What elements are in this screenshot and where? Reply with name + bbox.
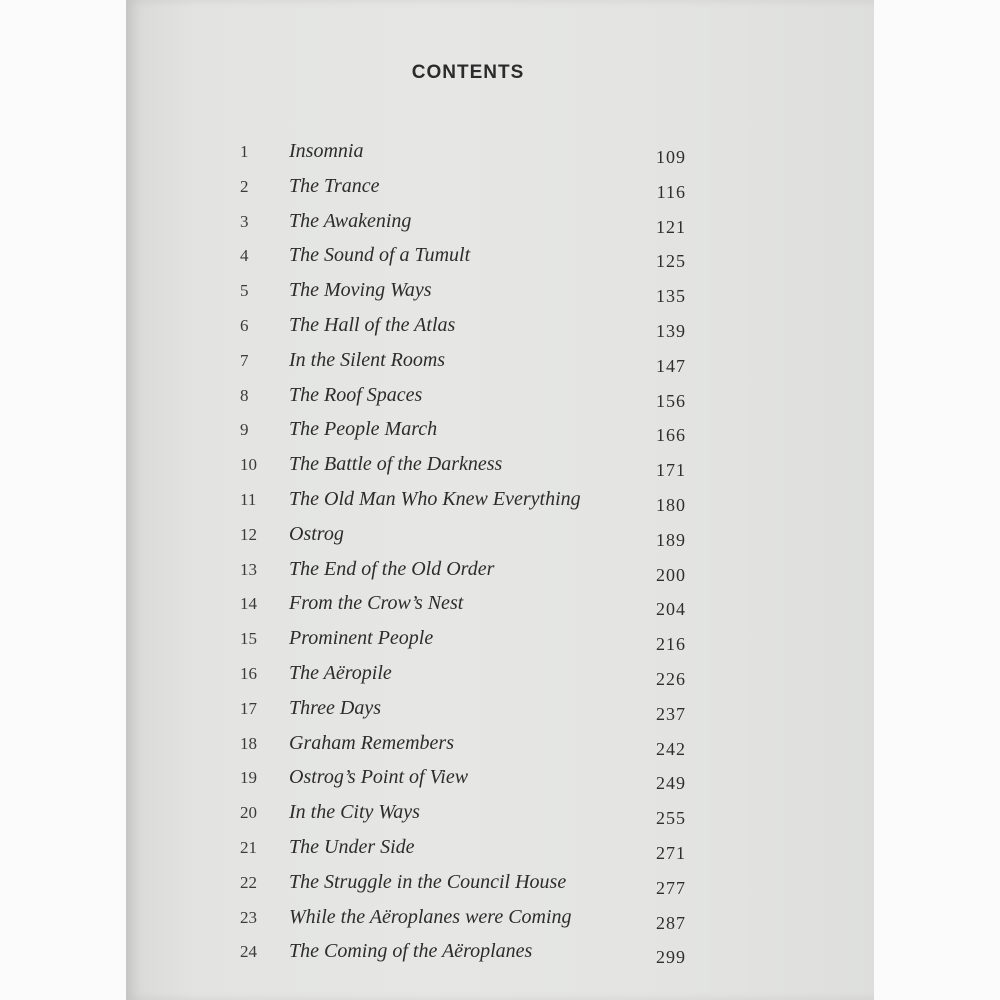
page-number: 189	[656, 529, 686, 550]
chapter-number: 12	[240, 524, 257, 544]
chapter-title: Ostrog	[289, 522, 344, 545]
page-number: 216	[656, 634, 686, 655]
contents-entry	[126, 242, 874, 277]
chapter-title: In the City Ways	[289, 801, 420, 824]
background-left	[0, 0, 126, 1000]
chapter-number: 17	[240, 698, 257, 718]
chapter-title: The Old Man Who Knew Everything	[289, 487, 581, 510]
chapter-number: 4	[240, 246, 249, 266]
page-number: 299	[656, 947, 686, 968]
page-number: 180	[656, 494, 686, 515]
page-number: 171	[656, 460, 686, 481]
chapter-title: The Struggle in the Council House	[289, 870, 567, 893]
page-number: 109	[656, 147, 686, 167]
chapter-title: The Moving Ways	[289, 279, 432, 302]
page-number: 226	[656, 668, 686, 689]
chapter-number: 23	[240, 907, 257, 927]
chapter-title: The Coming of the Aëroplanes	[289, 940, 533, 963]
contents-entry	[126, 799, 874, 834]
page-number: 249	[656, 773, 686, 794]
chapter-title: The Awakening	[289, 209, 412, 232]
page-number: 135	[656, 286, 686, 307]
page-number: 125	[656, 251, 686, 272]
chapter-number: 22	[240, 872, 257, 892]
contents-entry	[126, 904, 874, 939]
contents-list	[126, 138, 874, 973]
contents-entry	[126, 208, 874, 243]
page-number: 147	[656, 355, 686, 376]
chapter-number: 9	[240, 420, 249, 440]
chapter-number: 10	[240, 455, 257, 475]
contents-entry	[126, 764, 874, 799]
chapter-title: Ostrog’s Point of View	[289, 766, 469, 789]
chapter-title: Graham Remembers	[289, 731, 454, 754]
page-number: 204	[656, 599, 686, 620]
chapter-number: 3	[240, 211, 249, 231]
contents-entry	[126, 173, 874, 208]
chapter-title: Prominent People	[289, 627, 434, 650]
page-number: 116	[656, 181, 686, 202]
contents-entry	[126, 625, 874, 660]
page-number: 277	[656, 877, 686, 898]
contents-entry	[126, 730, 874, 765]
contents-entry	[126, 869, 874, 904]
contents-entry	[126, 521, 874, 556]
contents-entry	[126, 382, 874, 417]
chapter-title: The End of the Old Order	[289, 557, 495, 580]
chapter-number: 20	[240, 803, 257, 823]
chapter-title: From the Crow’s Nest	[289, 592, 464, 615]
chapter-number: 8	[240, 385, 249, 405]
chapter-title: The Roof Spaces	[289, 383, 423, 406]
page-number: 200	[656, 564, 686, 585]
contents-entry	[126, 695, 874, 730]
book-page	[126, 0, 874, 1000]
chapter-number: 13	[240, 559, 257, 579]
chapter-number: 6	[240, 315, 249, 335]
chapter-number: 5	[240, 281, 249, 301]
contents-entry	[126, 660, 874, 695]
page-number: 237	[656, 703, 686, 724]
page-number: 271	[656, 842, 686, 863]
chapter-title: The Under Side	[289, 835, 415, 858]
contents-entry	[126, 486, 874, 521]
chapter-number: 14	[240, 594, 257, 614]
chapter-title: The Hall of the Atlas	[289, 313, 456, 336]
page-number: 121	[656, 216, 686, 237]
chapter-number: 19	[240, 768, 257, 788]
chapter-title: The Battle of the Darkness	[289, 453, 503, 476]
page-number: 139	[656, 320, 686, 341]
chapter-title: The Trance	[289, 174, 380, 197]
chapter-title: The People March	[289, 418, 438, 441]
chapter-number: 24	[240, 942, 257, 962]
chapter-number: 18	[240, 733, 257, 753]
contents-entry	[126, 590, 874, 625]
chapter-number: 11	[240, 489, 257, 509]
contents-entry	[126, 451, 874, 486]
page-title: CONTENTS	[411, 62, 525, 83]
contents-entry	[126, 834, 874, 869]
contents-entry	[126, 312, 874, 347]
contents-entry	[126, 416, 874, 451]
chapter-number: 2	[240, 176, 249, 196]
page-number: 156	[656, 390, 686, 411]
chapter-title: While the Aëroplanes were Coming	[289, 905, 572, 928]
page-number: 166	[656, 425, 686, 446]
contents-entry	[126, 556, 874, 591]
chapter-title: The Aëropile	[289, 661, 392, 684]
chapter-number: 21	[240, 837, 257, 857]
background-right	[874, 0, 1000, 1000]
contents-entry	[126, 138, 874, 173]
page-number: 255	[656, 808, 686, 829]
page-number: 287	[656, 912, 686, 933]
page-number: 242	[656, 738, 686, 759]
contents-entry	[126, 347, 874, 382]
chapter-title: In the Silent Rooms	[289, 348, 446, 371]
chapter-number: 16	[240, 663, 257, 683]
contents-entry	[126, 938, 874, 973]
chapter-title: The Sound of a Tumult	[289, 244, 471, 267]
chapter-title: Insomnia	[289, 140, 364, 162]
chapter-number: 15	[240, 629, 257, 649]
contents-entry	[126, 277, 874, 312]
chapter-number: 7	[240, 350, 249, 370]
chapter-title: Three Days	[289, 696, 382, 719]
chapter-number: 1	[240, 142, 249, 161]
